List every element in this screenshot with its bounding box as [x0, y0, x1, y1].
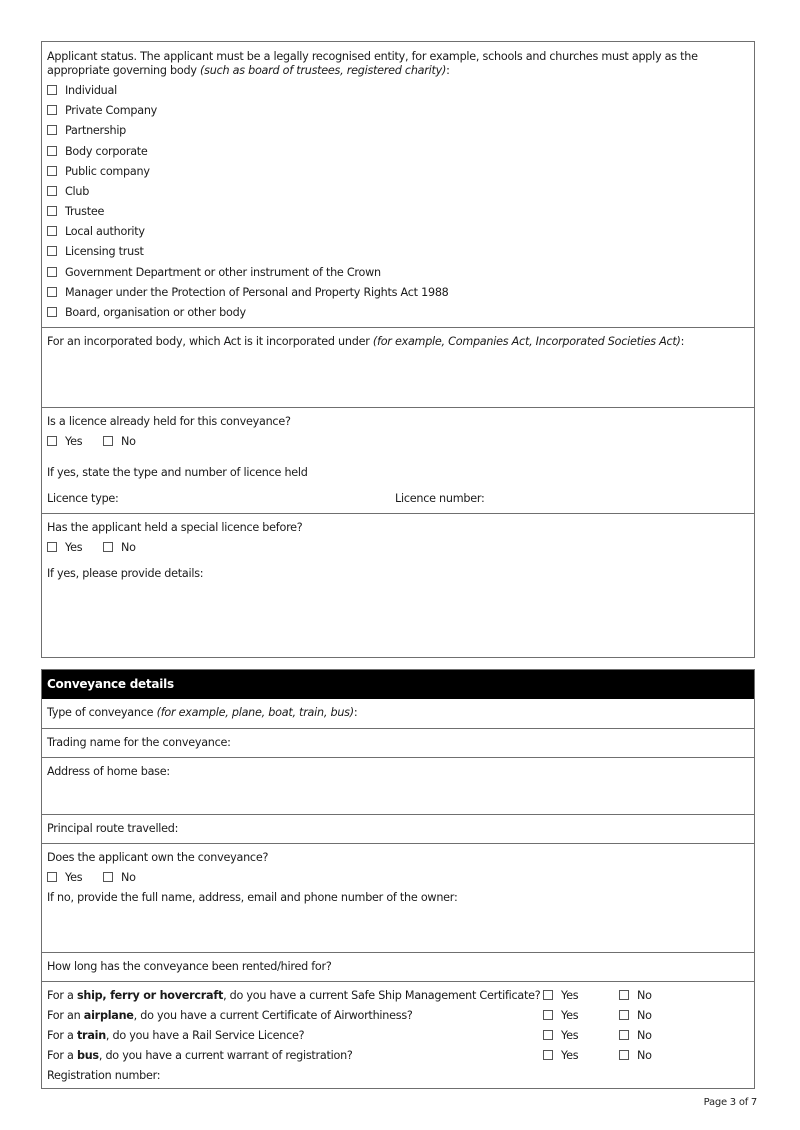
- checkbox[interactable]: [543, 1030, 553, 1040]
- checkbox[interactable]: [47, 125, 57, 135]
- checkbox[interactable]: [47, 85, 57, 95]
- special-licence-no[interactable]: No: [103, 541, 136, 554]
- checkbox[interactable]: [47, 105, 57, 115]
- option-manager-pppr-act[interactable]: Manager under the Protection of Personal and Property Rights Act 1988: [47, 286, 449, 299]
- licence-held-yes[interactable]: Yes: [47, 435, 82, 448]
- checkbox[interactable]: [543, 990, 553, 1000]
- checkbox[interactable]: [47, 146, 57, 156]
- licence-held-prompt: Is a licence already held for this conveyance?: [47, 415, 291, 428]
- cert-airplane-yes[interactable]: Yes: [543, 1009, 578, 1022]
- option-public-company[interactable]: Public company: [47, 165, 150, 178]
- cert-train-no[interactable]: No: [619, 1029, 652, 1042]
- cert-bus-question: For a bus, do you have a current warrant of registration?: [47, 1049, 353, 1062]
- incorporated-act-prompt: For an incorporated body, which Act is it incorporated under (for example, Companies Act, Incorporated Societies Act):: [47, 335, 685, 348]
- applicant-status-section: [42, 42, 754, 327]
- checkbox[interactable]: [47, 436, 57, 446]
- home-base-address-field[interactable]: Address of home base:: [42, 757, 754, 814]
- applicant-status-prompt-line2: appropriate governing body (such as board of trustees, registered charity):: [47, 64, 450, 77]
- checkbox[interactable]: [103, 436, 113, 446]
- option-club[interactable]: Club: [47, 185, 89, 198]
- cert-train-yes[interactable]: Yes: [543, 1029, 578, 1042]
- option-board-organisation[interactable]: Board, organisation or other body: [47, 306, 246, 319]
- cert-train-question: For a train, do you have a Rail Service Licence?: [47, 1029, 305, 1042]
- certificates-section: [42, 981, 754, 1088]
- option-private-company[interactable]: Private Company: [47, 104, 157, 117]
- checkbox[interactable]: [47, 307, 57, 317]
- cert-bus-yes[interactable]: Yes: [543, 1049, 578, 1062]
- cert-bus-no[interactable]: No: [619, 1049, 652, 1062]
- special-licence-yes[interactable]: Yes: [47, 541, 82, 554]
- checkbox[interactable]: [47, 246, 57, 256]
- ownership-yes[interactable]: Yes: [47, 871, 82, 884]
- section-header: Conveyance details: [42, 670, 754, 699]
- checkbox[interactable]: [47, 287, 57, 297]
- rental-duration-field[interactable]: How long has the conveyance been rented/hired for?: [42, 952, 754, 981]
- cert-airplane-no[interactable]: No: [619, 1009, 652, 1022]
- checkbox[interactable]: [47, 166, 57, 176]
- trading-name-field[interactable]: Trading name for the conveyance:: [42, 728, 754, 757]
- cert-ship-no[interactable]: No: [619, 989, 652, 1002]
- checkbox[interactable]: [47, 186, 57, 196]
- checkbox[interactable]: [103, 542, 113, 552]
- checkbox[interactable]: [543, 1050, 553, 1060]
- checkbox[interactable]: [619, 1030, 629, 1040]
- special-licence-section: [42, 513, 754, 657]
- option-body-corporate[interactable]: Body corporate: [47, 145, 148, 158]
- checkbox[interactable]: [619, 1010, 629, 1020]
- licence-held-follow-up: If yes, state the type and number of licence held: [47, 466, 308, 479]
- principal-route-field[interactable]: Principal route travelled:: [42, 814, 754, 843]
- page-number: Page 3 of 7: [703, 1097, 757, 1108]
- licence-held-section: [42, 407, 754, 513]
- option-partnership[interactable]: Partnership: [47, 124, 126, 137]
- ownership-no[interactable]: No: [103, 871, 136, 884]
- checkbox[interactable]: [47, 542, 57, 552]
- registration-number-field[interactable]: Registration number:: [47, 1069, 161, 1082]
- checkbox[interactable]: [47, 872, 57, 882]
- licence-number-field[interactable]: Licence number:: [395, 492, 485, 505]
- special-licence-details-field[interactable]: If yes, please provide details:: [47, 567, 204, 580]
- cert-ship-yes[interactable]: Yes: [543, 989, 578, 1002]
- ownership-section: [42, 843, 754, 952]
- option-licensing-trust[interactable]: Licensing trust: [47, 245, 144, 258]
- checkbox[interactable]: [47, 267, 57, 277]
- option-trustee[interactable]: Trustee: [47, 205, 104, 218]
- checkbox[interactable]: [543, 1010, 553, 1020]
- cert-airplane-question: For an airplane, do you have a current Certificate of Airworthiness?: [47, 1009, 413, 1022]
- checkbox[interactable]: [103, 872, 113, 882]
- special-licence-prompt: Has the applicant held a special licence before?: [47, 521, 303, 534]
- option-government-department[interactable]: Government Department or other instrument of the Crown: [47, 266, 381, 279]
- cert-ship-question: For a ship, ferry or hovercraft, do you have a current Safe Ship Management Certificate?: [47, 989, 541, 1002]
- checkbox[interactable]: [47, 206, 57, 216]
- option-local-authority[interactable]: Local authority: [47, 225, 145, 238]
- owner-details-field[interactable]: If no, provide the full name, address, email and phone number of the owner:: [47, 891, 458, 904]
- applicant-status-prompt: Applicant status. The applicant must be a legally recognised entity, for example, schools and churches must apply as the: [47, 50, 698, 63]
- ownership-prompt: Does the applicant own the conveyance?: [47, 851, 269, 864]
- licence-held-no[interactable]: No: [103, 435, 136, 448]
- conveyance-details-box: [41, 669, 755, 1089]
- checkbox[interactable]: [619, 990, 629, 1000]
- checkbox[interactable]: [619, 1050, 629, 1060]
- checkbox[interactable]: [47, 226, 57, 236]
- licence-type-field[interactable]: Licence type:: [47, 492, 119, 505]
- option-individual[interactable]: Individual: [47, 84, 117, 97]
- applicant-details-box: [41, 41, 755, 658]
- conveyance-type-field[interactable]: Type of conveyance (for example, plane, boat, train, bus):: [47, 706, 358, 719]
- incorporated-act-section[interactable]: [42, 327, 754, 407]
